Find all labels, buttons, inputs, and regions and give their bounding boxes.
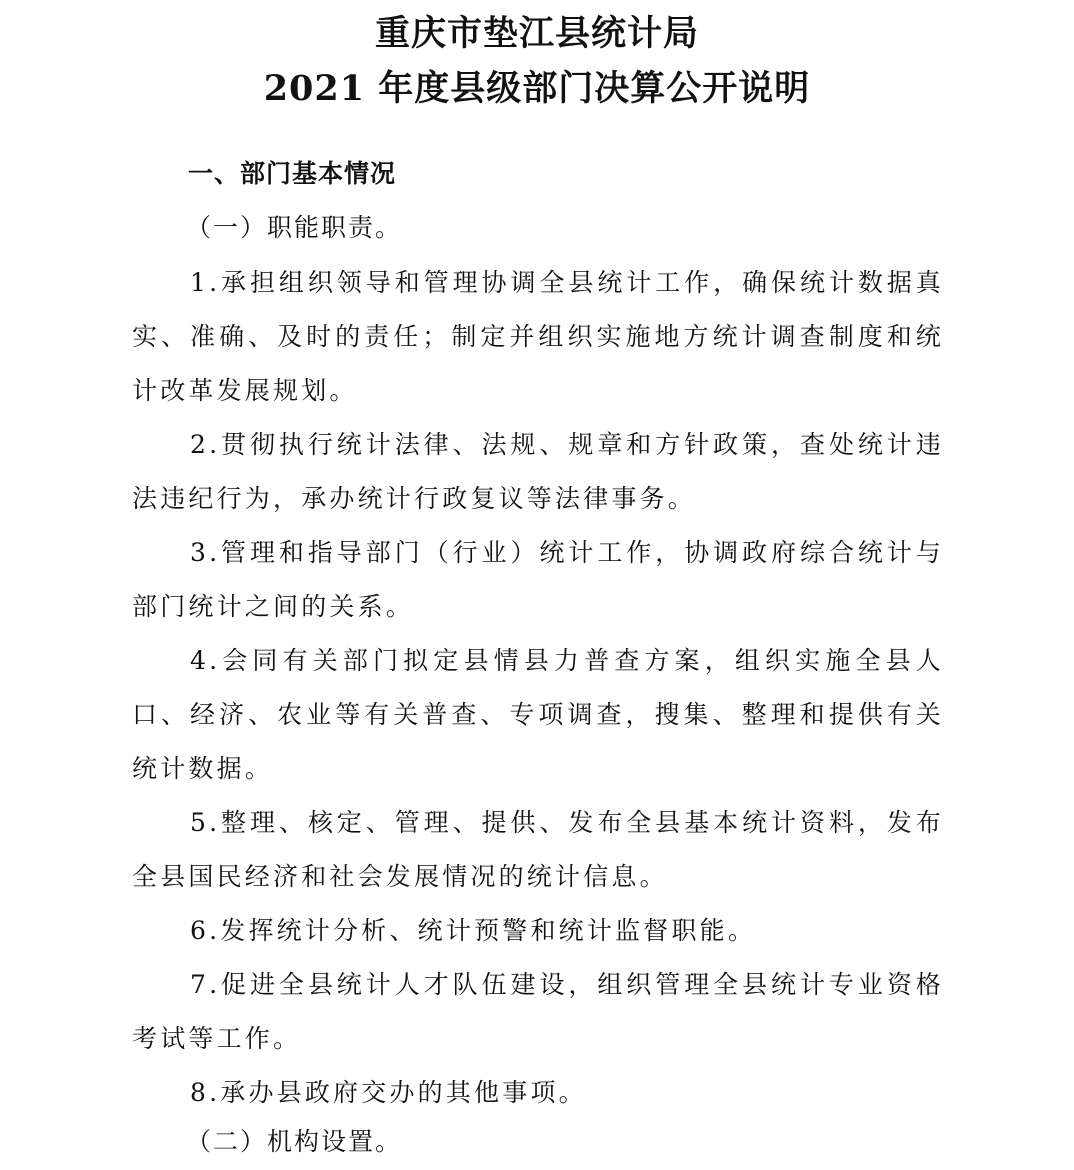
duty-paragraph-7: 7.促进全县统计人才队伍建设，组织管理全县统计专业资格考试等工作。 [132,970,944,1053]
duty-paragraph-8: 8.承办县政府交办的其他事项。 [190,1078,587,1107]
subsection-heading-organization: （二）机构设置。 [186,1127,403,1156]
document-title-line-1: 重庆市垫江县统计局 [374,13,699,54]
document-title-line-2: 2021 年度县级部门决算公开说明 [263,68,811,109]
duty-paragraph-1: 1.承担组织领导和管理协调全县统计工作，确保统计数据真实、准确、及时的责任；制定并组织实施地方统计调查制度和统计改革发展规划。 [132,268,944,405]
duty-paragraph-2: 2.贯彻执行统计法律、法规、规章和方针政策，查处统计违法违纪行为，承办统计行政复议等法律事务。 [132,430,944,513]
duty-paragraph-5: 5.整理、核定、管理、提供、发布全县基本统计资料，发布全县国民经济和社会发展情况的统计信息。 [132,808,944,891]
section-heading: 一、部门基本情况 [188,159,397,188]
subsection-heading-functions: （一）职能职责。 [186,213,403,242]
duty-paragraph-4: 4.会同有关部门拟定县情县力普查方案，组织实施全县人口、经济、农业等有关普查、专项调查，搜集、整理和提供有关统计数据。 [132,646,944,783]
duty-paragraph-3: 3.管理和指导部门（行业）统计工作，协调政府综合统计与部门统计之间的关系。 [132,538,944,621]
duty-paragraph-6: 6.发挥统计分析、统计预警和统计监督职能。 [190,916,757,945]
